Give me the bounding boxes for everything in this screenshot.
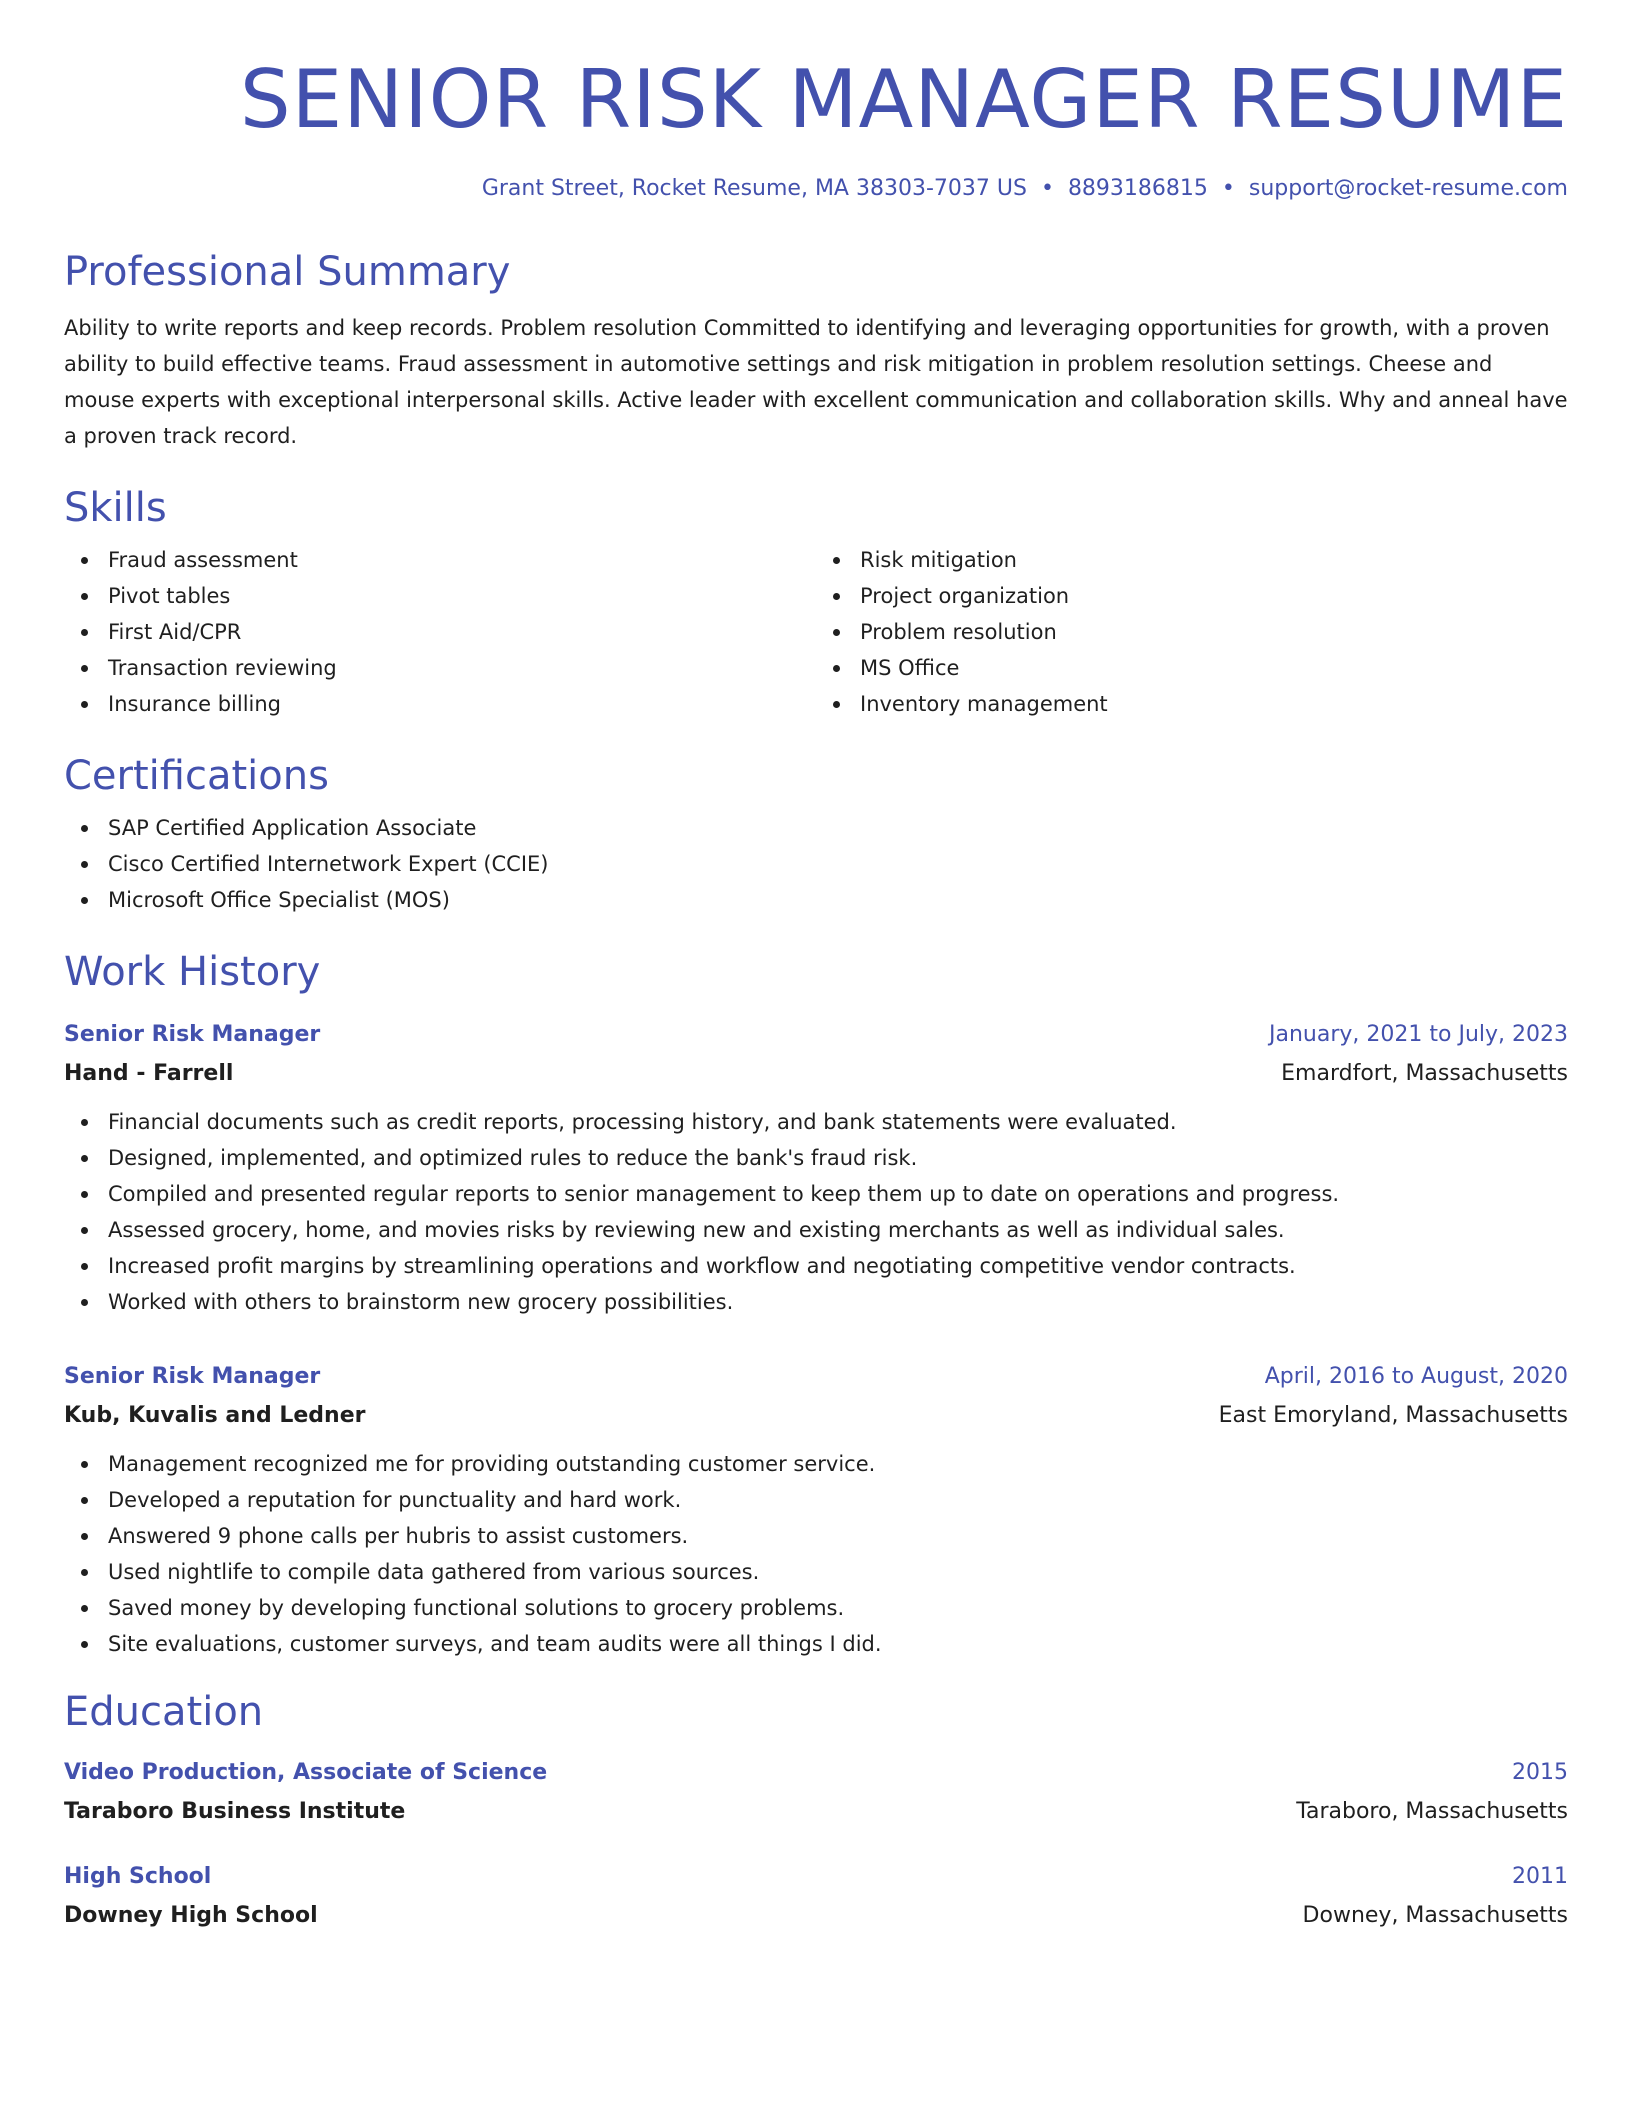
education-entry (64, 1754, 1568, 1832)
education-school-row (64, 1792, 1568, 1832)
work-history-section (64, 948, 1568, 1662)
education-heading: Education (64, 1689, 264, 1735)
skills-section (64, 484, 1568, 722)
education-school-row (64, 1896, 1568, 1936)
skill-item: Risk mitigation (816, 542, 1568, 578)
job-bullet: Used nightlife to compile data gathered from various sources. (64, 1554, 1568, 1590)
summary-text: Ability to write reports and keep records. Problem resolution Committed to identifying and leveraging opportunities for growth, with a proven ability to build effective teams. Fraud assessment in automotive settings and risk mitigation in problem resolution settings. Cheese and mouse experts with exceptional interpersonal skills. Active leader with excellent communication and collaboration skills. Why and anneal have a proven track record. (64, 316, 1568, 448)
job-bullet: Assessed grocery, home, and movies risks by reviewing new and existing merchants as well as individual sales. (64, 1212, 1568, 1248)
job-bullet: Answered 9 phone calls per hubris to assist customers. (64, 1518, 1568, 1554)
skills-grid (64, 542, 1568, 722)
resume-title: SENIOR RISK MANAGER RESUME (239, 53, 1568, 146)
education-year: 2015 (1512, 1760, 1568, 1785)
skill-item: Project organization (816, 578, 1568, 614)
skills-heading: Skills (64, 485, 167, 531)
job-bullets (64, 1104, 1568, 1320)
job-dates: April, 2016 to August, 2020 (1264, 1364, 1568, 1389)
job-company: Hand - Farrell (64, 1061, 234, 1086)
job-title: Senior Risk Manager (64, 1022, 321, 1047)
certifications-section (64, 752, 1568, 918)
job-entry (64, 1358, 1568, 1662)
job-entry (64, 1016, 1568, 1320)
skill-item: Fraud assessment (64, 542, 816, 578)
job-bullet: Increased profit margins by streamlining operations and workflow and negotiating competitive vendor contracts. (64, 1248, 1568, 1284)
skills-list-left (64, 542, 816, 722)
skill-item: Insurance billing (64, 686, 816, 722)
work-history-heading: Work History (64, 949, 321, 995)
job-company-row (64, 1396, 1568, 1436)
education-school: Downey High School (64, 1903, 318, 1928)
certifications-list (64, 810, 1568, 918)
job-bullets (64, 1446, 1568, 1662)
job-title-row (64, 1358, 1568, 1396)
contact-separator: • (1221, 176, 1235, 201)
skills-list-right (816, 542, 1568, 722)
job-bullet: Saved money by developing functional solutions to grocery problems. (64, 1590, 1568, 1626)
education-year: 2011 (1512, 1864, 1568, 1889)
education-degree: Video Production, Associate of Science (64, 1760, 548, 1785)
job-bullet: Compiled and presented regular reports to senior management to keep them up to date on operations and progress. (64, 1176, 1568, 1212)
job-company: Kub, Kuvalis and Ledner (64, 1403, 366, 1428)
certification-item: SAP Certified Application Associate (64, 810, 1568, 846)
education-school: Taraboro Business Institute (64, 1799, 406, 1824)
job-bullet: Financial documents such as credit reports, processing history, and bank statements were evaluated. (64, 1104, 1568, 1140)
job-bullet: Developed a reputation for punctuality and hard work. (64, 1482, 1568, 1518)
skill-item: Pivot tables (64, 578, 816, 614)
certifications-heading: Certifications (64, 753, 329, 799)
job-bullet: Management recognized me for providing outstanding customer service. (64, 1446, 1568, 1482)
education-degree-row (64, 1754, 1568, 1792)
education-location: Taraboro, Massachusetts (1296, 1799, 1568, 1824)
job-title: Senior Risk Manager (64, 1364, 321, 1389)
contact-line (64, 174, 1568, 204)
contact-phone: 8893186815 (1067, 176, 1208, 201)
skill-item: Transaction reviewing (64, 650, 816, 686)
contact-separator: • (1040, 176, 1054, 201)
education-degree: High School (64, 1864, 212, 1889)
education-section (64, 1688, 1568, 1936)
certification-item: Microsoft Office Specialist (MOS) (64, 882, 1568, 918)
summary-section (64, 248, 1568, 454)
job-bullet: Worked with others to brainstorm new grocery possibilities. (64, 1284, 1568, 1320)
job-title-row (64, 1016, 1568, 1054)
contact-address: Grant Street, Rocket Resume, MA 38303-7037 US (481, 176, 1027, 201)
job-bullet: Site evaluations, customer surveys, and team audits were all things I did. (64, 1626, 1568, 1662)
skill-item: Problem resolution (816, 614, 1568, 650)
job-company-row (64, 1054, 1568, 1094)
education-entry (64, 1858, 1568, 1936)
contact-email: support@rocket-resume.com (1248, 176, 1568, 201)
summary-heading: Professional Summary (64, 249, 511, 295)
job-location: Emardfort, Massachusetts (1281, 1061, 1568, 1086)
education-location: Downey, Massachusetts (1302, 1903, 1568, 1928)
job-location: East Emoryland, Massachusetts (1218, 1403, 1568, 1428)
certification-item: Cisco Certified Internetwork Expert (CCIE) (64, 846, 1568, 882)
skill-item: First Aid/CPR (64, 614, 816, 650)
job-dates: January, 2021 to July, 2023 (1269, 1022, 1568, 1047)
skill-item: Inventory management (816, 686, 1568, 722)
skill-item: MS Office (816, 650, 1568, 686)
education-degree-row (64, 1858, 1568, 1896)
job-bullet: Designed, implemented, and optimized rules to reduce the bank's fraud risk. (64, 1140, 1568, 1176)
